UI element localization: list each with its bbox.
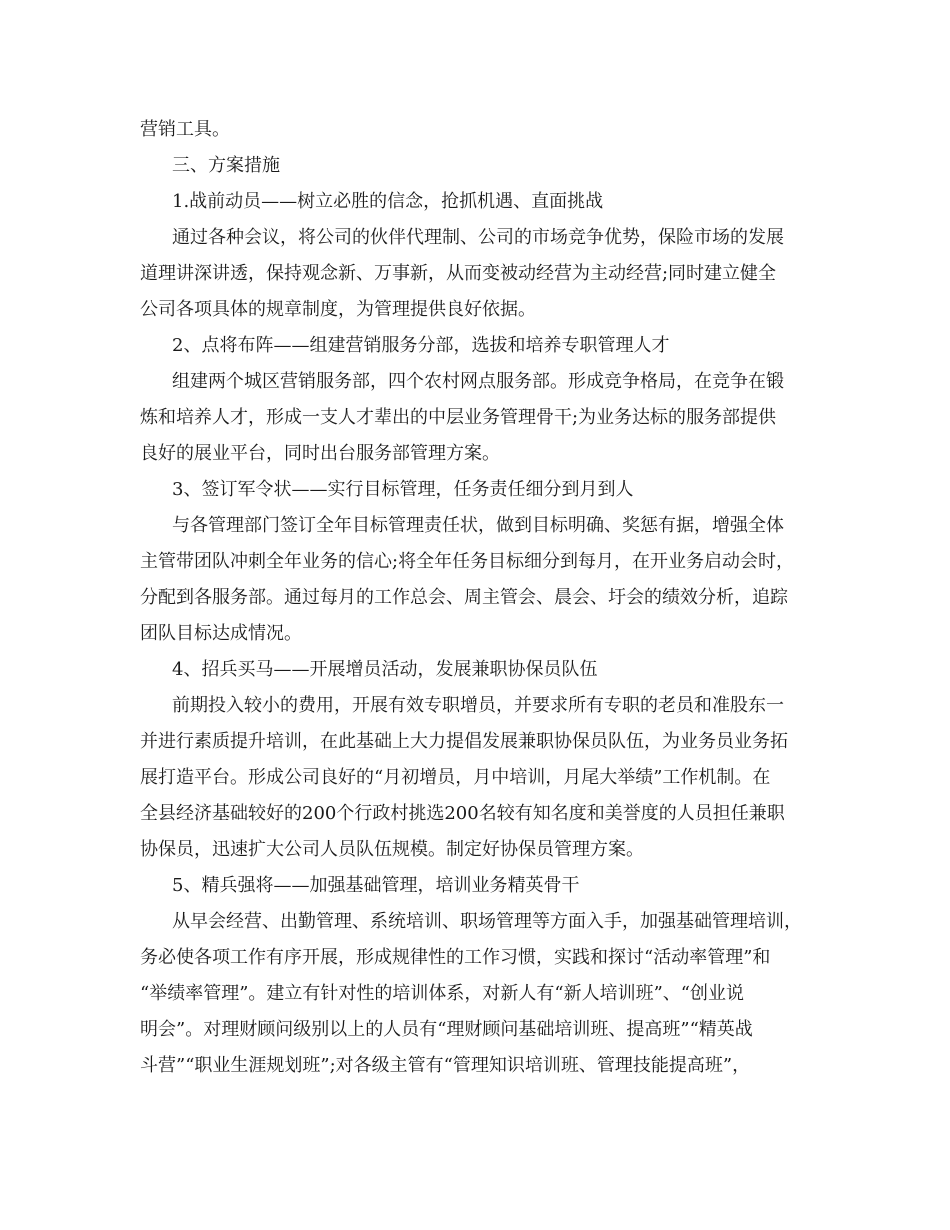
subheading-3: 3、签订军令状——实行目标管理，任务责任细分到月到人 [172,479,634,500]
section-heading: 三、方案措施 [172,155,280,176]
paragraph-line: 炼和培养人才，形成一支人才辈出的中层业务管理骨干;为业务达标的服务部提供 [140,407,777,428]
document-body [140,112,820,1084]
paragraph-line: 明会”。对理财顾问级别以上的人员有“理财顾问基础培训班、提高班”“精英战 [140,1019,753,1040]
paragraph-line: 前期投入较小的费用，开展有效专职增员，并要求所有专职的老员和准股东一 [172,695,784,716]
paragraph-line: “举绩率管理”。建立有针对性的培训体系，对新人有“新人培训班”、“创业说 [140,983,745,1004]
paragraph-line: 公司各项具体的规章制度，为管理提供良好依据。 [140,299,536,320]
subheading-4: 4、招兵买马——开展增员活动，发展兼职协保员队伍 [172,659,598,680]
paragraph-line: 并进行素质提升培训，在此基础上大力提倡发展兼职协保员队伍，为业务员业务拓 [140,731,788,752]
paragraph-line: 通过各种会议，将公司的伙伴代理制、公司的市场竞争优势，保险市场的发展 [172,227,784,248]
text-line-continuation: 营销工具。 [140,119,230,140]
subheading-5: 5、精兵强将——加强基础管理，培训业务精英骨干 [172,875,580,896]
paragraph-line: 团队目标达成情况。 [140,623,302,644]
paragraph-line: 分配到各服务部。通过每月的工作总会、周主管会、晨会、圩会的绩效分析，追踪 [140,587,788,608]
paragraph-line: 从早会经营、出勤管理、系统培训、职场管理等方面入手，加强基础管理培训， [172,911,802,932]
paragraph-line: 协保员，迅速扩大公司人员队伍规模。制定好协保员管理方案。 [140,839,644,860]
paragraph-line: 务必使各项工作有序开展，形成规律性的工作习惯，实践和探讨“活动率管理”和 [140,947,771,968]
paragraph-line: 与各管理部门签订全年目标管理责任状，做到目标明确、奖惩有据，增强全体 [172,515,784,536]
paragraph-line: 主管带团队冲刺全年业务的信心;将全年任务目标细分到每月，在开业务启动会时， [140,551,795,572]
paragraph-line: 斗营”“职业生涯规划班”;对各级主管有“管理知识培训班、管理技能提高班”， [140,1055,751,1076]
subheading-1: 1.战前动员——树立必胜的信念，抢抓机遇、直面挑战 [172,191,604,212]
paragraph-line: 组建两个城区营销服务部，四个农村网点服务部。形成竞争格局，在竞争在锻 [172,371,784,392]
subheading-2: 2、点将布阵——组建营销服务分部，选拔和培养专职管理人才 [172,335,670,356]
paragraph-line: 良好的展业平台，同时出台服务部管理方案。 [140,443,500,464]
paragraph-line: 道理讲深讲透，保持观念新、万事新，从而变被动经营为主动经营;同时建立健全 [140,263,777,284]
paragraph-line: 展打造平台。形成公司良好的“月初增员，月中培训，月尾大举绩”工作机制。在 [140,767,771,788]
paragraph-line: 全县经济基础较好的200个行政村挑选200名较有知名度和美誉度的人员担任兼职 [140,803,785,824]
